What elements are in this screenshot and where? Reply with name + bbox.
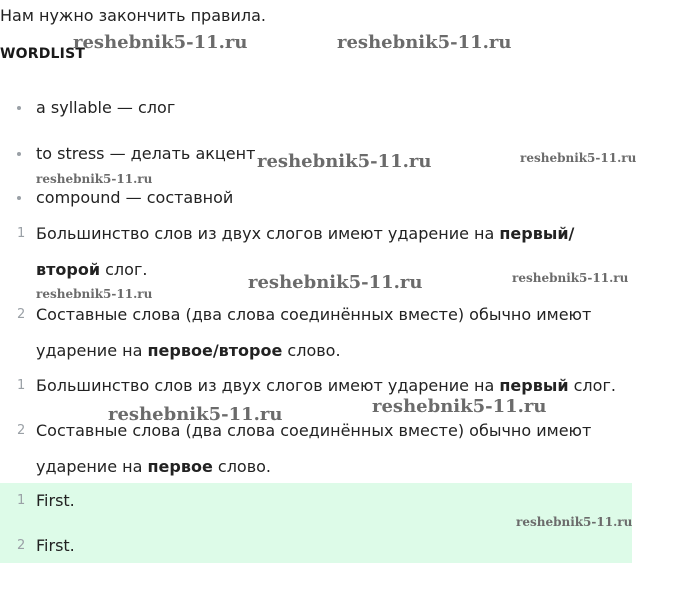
rule-text: слово. [212,457,272,476]
rule-text: слово. [282,341,341,360]
rule-answer: первое [147,457,213,476]
watermark: reshebnik5-11.ru [337,32,512,53]
intro-text: Нам нужно закончить правила. [0,6,266,25]
wordlist-heading: WORDLIST [0,46,86,62]
answer-number: 1 [17,493,26,508]
rule-choice: первое/второе [147,341,283,360]
watermark: reshebnik5-11.ru [512,271,629,285]
watermark: reshebnik5-11.ru [520,151,637,165]
watermark: reshebnik5-11.ru [73,32,248,53]
watermark: reshebnik5-11.ru [108,404,283,425]
rule-number: 2 [17,423,26,438]
rule-number: 1 [17,378,26,393]
answer-number: 2 [17,538,26,553]
task-rule [36,297,636,369]
answer-text: First. [36,536,75,555]
watermark: reshebnik5-11.ru [36,287,153,301]
rule-text: слог. [568,376,616,395]
rule-text: Большинство слов из двух слогов имеют ударение на [36,376,500,395]
wordlist-item-text: a syllable — слог [36,98,176,117]
rule-number: 1 [17,226,26,241]
watermark: reshebnik5-11.ru [36,172,153,186]
rule-text: Составные слова (два слова соединённых вместе) обычно имеют ударение на [36,421,592,476]
watermark: reshebnik5-11.ru [257,151,432,172]
rule-number: 2 [17,307,26,322]
rule-answer: первый [499,376,569,395]
rule-text: слог. [100,260,148,279]
watermark: reshebnik5-11.ru [248,272,423,293]
watermark: reshebnik5-11.ru [372,396,547,417]
wordlist-item-text: compound — составной [36,188,234,207]
answer-text: First. [36,491,75,510]
watermark: reshebnik5-11.ru [516,515,633,529]
bullet-icon [17,152,21,156]
rule-text: Большинство слов из двух слогов имеют ударение на [36,224,500,243]
rule-text: Составные слова (два слова соединённых вместе) обычно имеют ударение на [36,305,592,360]
rule-choice: первый/второй [36,224,575,279]
wordlist-item-text: to stress — делать акцент [36,144,256,163]
bullet-icon [17,196,21,200]
bullet-icon [17,106,21,110]
